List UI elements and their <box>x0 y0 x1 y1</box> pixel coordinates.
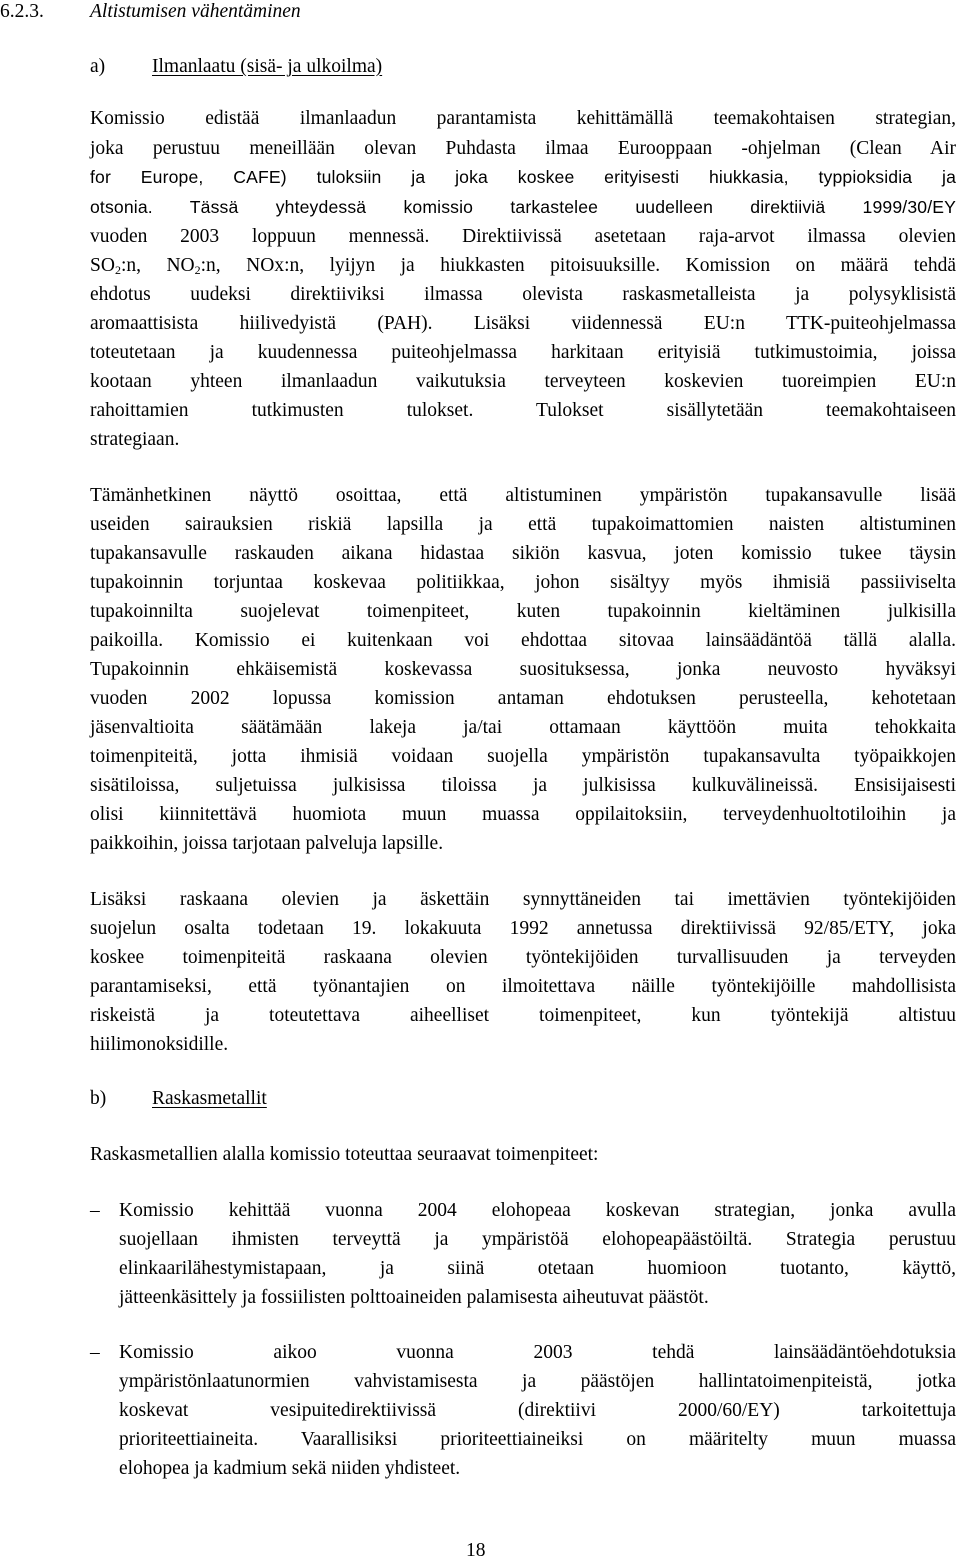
text-line: otsonia. Tässä yhteydessä komissio tarkastelee uudelleen direktiiviä 1999/30/EY <box>90 197 956 217</box>
text-line: ehdotus uudeksi direktiiviksi ilmassa olevista raskasmetalleista ja polysyklisistä <box>90 284 956 305</box>
subsection-a-title: Ilmanlaatu (sisä- ja ulkoilma) <box>152 56 383 77</box>
text-line: joka perustuu meneillään olevan Puhdasta ilmaa Eurooppaan -ohjelman (Clean Air <box>90 138 956 159</box>
subscript: 2 <box>114 263 121 277</box>
text-line: suojelun osalta todetaan 19. lokakuuta 1992 annetussa direktiivissä 92/85/ETY, joka <box>90 918 956 939</box>
page-number: 18 <box>466 1540 486 1561</box>
text-line: tupakansavulle raskauden aikana hidastaa sikiön kasvua, joten komissio tukee täysin <box>90 543 956 564</box>
text-line: Komissio edistää ilmanlaadun parantamista kehittämällä teemakohtaisen strategian, <box>90 108 956 129</box>
text-line: parantamiseksi, että työnantajien on ilmoitettava näille työntekijöille mahdollisista <box>90 976 956 997</box>
text-line: tupakoinnin torjuntaa koskevaa politiikkaa, johon sisältyy myös ihmisiä passiiviselta <box>90 572 956 593</box>
text-line: jäsenvaltioita säätämään lakeja ja/tai ottamaan käyttöön muita tehokkaita <box>90 717 956 738</box>
no2-text: :n, NO <box>120 255 195 276</box>
text-line: hiilimonoksidille. <box>90 1034 229 1055</box>
subscript: 2 <box>194 263 201 277</box>
dash-bullet-icon: – <box>90 1342 100 1363</box>
subsection-b-title: Raskasmetallit <box>152 1088 267 1109</box>
text-line: vuoden 2002 lopussa komission antaman ehdotuksen perusteella, kehotetaan <box>90 688 956 709</box>
text-line: Lisäksi raskaana olevien ja äskettäin synnyttäneiden tai imettävien työntekijöiden <box>90 889 956 910</box>
text-line: Tämänhetkinen näyttö osoittaa, että altistuminen ympäristön tupakansavulle lisää <box>90 485 956 506</box>
text-line: aromaattisista hiilivedyistä (PAH). Lisäksi viidennessä EU:n TTK-puiteohjelmassa <box>90 313 956 334</box>
text-line: koskee toimenpiteitä raskaana olevien työntekijöiden turvallisuuden ja terveyden <box>90 947 956 968</box>
subsection-b-label: b) <box>90 1088 107 1109</box>
line-rest: :n, NOx:n, lyijyn ja hiukkasten pitoisuuksille. Komission on määrä tehdä <box>200 255 956 276</box>
paragraph-heavy-metals-intro: Raskasmetallien alalla komissio toteuttaa seuraavat toimenpiteet: <box>90 1144 599 1165</box>
text-line: tupakoinnilta suojelevat toimenpiteet, kuten tupakoinnin kieltäminen julkisilla <box>90 601 956 622</box>
text-line: paikoilla. Komissio ei kuitenkaan voi ehdottaa sitovaa lainsäädäntöä tällä alalla. <box>90 630 956 651</box>
text-line: sisätiloissa, suljetuissa julkisissa tiloissa ja julkisissa kulkuvälineissä. Ensisijaisesti <box>90 775 956 796</box>
text-line: toteutetaan ja kuudennessa puiteohjelmassa harkitaan erityisiä tutkimustoimia, joissa <box>90 342 956 363</box>
text-line: suojellaan ihmisten terveyttä ja ympäristöä elohopeapäästöiltä. Strategia perustuu <box>119 1229 956 1250</box>
section-title: Altistumisen vähentäminen <box>90 1 301 22</box>
text-line: paikkoihin, joissa tarjotaan palveluja lapsille. <box>90 833 444 854</box>
subsection-a-label: a) <box>90 56 106 77</box>
text-line: toimenpiteitä, jotta ihmisiä voidaan suojella ympäristön tupakansavulta työpaikkojen <box>90 746 956 767</box>
text-line: elinkaarilähestymistapaan, ja siinä otetaan huomioon tuotanto, käyttö, <box>119 1258 956 1279</box>
text-line: useiden sairauksien riskiä lapsilla ja että tupakoimattomien naisten altistuminen <box>90 514 956 535</box>
text-line: ympäristönlaatunormien vahvistamisesta ja päästöjen hallintatoimenpiteistä, jotka <box>119 1371 956 1392</box>
text-line: Komissio kehittää vuonna 2004 elohopeaa koskevan strategian, jonka avulla <box>119 1200 956 1221</box>
text-line: strategiaan. <box>90 429 180 450</box>
text-line: olisi kiinnitettävä huomiota muun muassa oppilaitoksiin, terveydenhuoltotiloihin ja <box>90 804 956 825</box>
text-line <box>90 251 956 280</box>
text-line: riskeistä ja toteutettava aiheelliset toimenpiteet, kun työntekijä altistuu <box>90 1005 956 1026</box>
dash-bullet-icon: – <box>90 1200 100 1221</box>
so2-text: SO <box>90 255 115 276</box>
text-line: elohopea ja kadmium sekä niiden yhdisteet. <box>119 1458 461 1479</box>
text-line: rahoittamien tutkimusten tulokset. Tulokset sisällytetään teemakohtaiseen <box>90 400 956 421</box>
text-line: Tupakoinnin ehkäisemistä koskevassa suosituksessa, jonka neuvosto hyväksyi <box>90 659 956 680</box>
text-line: koskevat vesipuitedirektiivissä (direktiivi 2000/60/EY) tarkoitettuja <box>119 1400 956 1421</box>
text-line: for Europe, CAFE) tuloksiin ja joka koskee erityisesti hiukkasia, typpioksidia ja <box>90 167 956 187</box>
text-line: vuoden 2003 loppuun mennessä. Direktiivissä asetetaan raja-arvot ilmassa olevien <box>90 226 956 247</box>
text-line: jätteenkäsittely ja fossiilisten polttoaineiden palamisesta aiheutuvat päästöt. <box>119 1287 709 1308</box>
section-number: 6.2.3. <box>0 1 44 22</box>
text-line: kootaan yhteen ilmanlaadun vaikutuksia terveyteen koskevien tuoreimpien EU:n <box>90 371 956 392</box>
text-line: Komissio aikoo vuonna 2003 tehdä lainsäädäntöehdotuksia <box>119 1342 956 1363</box>
text-line: prioriteettiaineita. Vaarallisiksi prioriteettiaineiksi on määritelty muun muassa <box>119 1429 956 1450</box>
